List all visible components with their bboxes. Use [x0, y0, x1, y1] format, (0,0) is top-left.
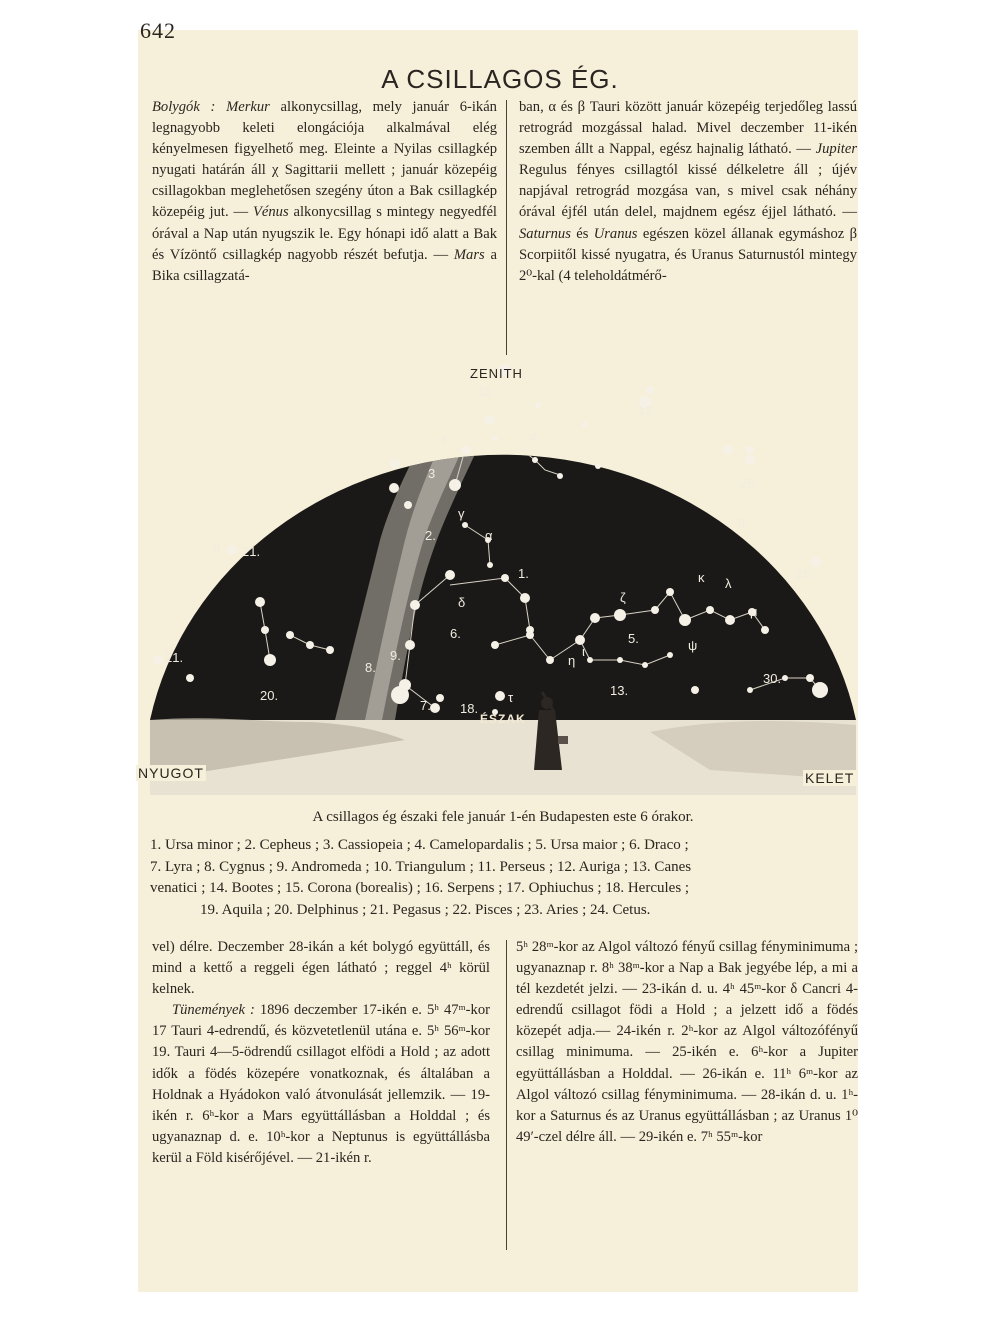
- venus-text: alkonycsillag s mintegy negyedfél órával a Nap után nyugszik le. Egy hónapi idő alatt a Bak és Vízöntő csillagkép nagyobb részét befutja. —: [152, 204, 497, 263]
- star-label: 13.: [610, 683, 629, 698]
- conjunction-text: vel) délre. Deczember 28-ikán a két bolygó együttáll, és mind a kettő a reggeli égen látható ; reggel 4ʰ körül kelnek.: [152, 939, 490, 998]
- jupiter-name: Jupiter: [815, 141, 857, 158]
- top-right-column: [519, 97, 857, 287]
- page-number: 642: [140, 18, 176, 43]
- star-label: 2.: [425, 528, 436, 543]
- zenith-label: ZENITH: [470, 366, 523, 381]
- top-left-column: [152, 97, 497, 287]
- jupiter-text: Regulus fényes csillagtól kissé délkeletre áll ; újév napjával retrográd mozgása van, s mivel csak néhány órával éjfél után delel, majdnem egész éjjel látható. —: [519, 162, 857, 221]
- phenomena-heading: Tünemények :: [172, 1002, 255, 1019]
- star-label: τ: [508, 690, 514, 705]
- star-label: 30.: [763, 671, 782, 686]
- legend-line: venatici ; 14. Bootes ; 15. Corona (borealis) ; 16. Serpens ; 17. Ophiuchus ; 18. Hercules ;: [150, 880, 690, 896]
- star-label: 8.: [365, 660, 376, 675]
- star-label: 5.: [628, 631, 639, 646]
- star-label: θ: [738, 516, 746, 531]
- legend-line: 1. Ursa minor ; 2. Cepheus ; 3. Cassiopeia ; 4. Camelopardalis ; 5. Ursa maior ; 6. Draco ;: [150, 837, 689, 853]
- constellation-legend: [150, 835, 858, 921]
- star-label: α: [485, 528, 493, 543]
- star-label: β: [213, 540, 221, 555]
- star-label: 9.: [390, 648, 401, 663]
- figure-caption: A csillagos ég északi fele január 1-én Budapesten este 6 órakor.: [312, 809, 694, 825]
- east-label: KELET: [805, 770, 855, 786]
- star-label: 11.: [478, 384, 496, 399]
- uranus-text: egészen közel állanak egymáshoz β Scorpiitől kissé nyugatra, és Uranus Saturnustól mintegy 2⁰-kal (4 teleholdátmérő-: [519, 225, 858, 284]
- star-label: 4.: [530, 430, 541, 445]
- phenomena-text: 1896 deczember 17-ikén e. 5ʰ 47ᵐ-kor 17 Tauri 4-edrendű, és közvetetlenül utána e. 5ʰ 56ᵐ-kor 19. Tauri 4—5-ödrendű csillagot elfödi a Hold ; az adott idők a födés közepére vonatkoznak, és általában a Holdnak a Hyádokon való átvonulását jellemzik. — 19-ikén r. 6ʰ-kor a Mars együttállásban a Holddal ; és ugyanaznap d. e. 10ʰ-kor a Neptunus is együttállásba kerül a Föld kisérőjével. — 21-ikén r.: [152, 1002, 490, 1166]
- star-label: γ: [458, 506, 465, 521]
- column-divider-top: [506, 100, 507, 355]
- star-label: η: [568, 653, 576, 668]
- star-label: 3: [428, 466, 436, 481]
- star-label: 6.: [450, 626, 461, 641]
- mars-name: Mars: [453, 246, 485, 263]
- and-text: és: [576, 225, 589, 242]
- venus-name: Vénus: [252, 204, 289, 221]
- mars-text: a Bika csillagzatá-: [152, 246, 497, 284]
- star-label: ψ: [688, 638, 698, 653]
- bottom-left-column: [152, 937, 490, 1169]
- star-chart-figure: [150, 360, 856, 795]
- legend-line: 7. Lyra ; 8. Cygnus ; 9. Andromeda ; 10. Triangulum ; 11. Perseus ; 12. Auriga ; 13. Canes: [150, 858, 692, 875]
- column-divider-bottom: [506, 940, 507, 1250]
- star-label: 1.: [518, 566, 529, 581]
- star-label: 18.: [460, 701, 479, 716]
- star-label: λ: [725, 576, 732, 591]
- star-label: 21.: [165, 650, 184, 665]
- west-label: NYUGOT: [138, 765, 204, 781]
- mars-continued-text: ban, α és β Tauri között január közepéig terjedőleg lassú retrográd mozgással halad. Mivel deczember 11-ikén szemben állt a Nappal, egész hajnalig látható. —: [519, 99, 857, 158]
- merkur-text: alkonycsillag, mely január 6-ikán legnagyobb keleti elongációja alkalmával elég kényelmesen figyelhető meg. Eleinte a Nyilas csillagkép nyugati határán áll χ Sagittarii mellett ; január közepéig csillagokban meglehetősen szegény úton a Bak csillagkép közepéig jut. —: [152, 99, 497, 221]
- star-label: κ: [698, 570, 705, 585]
- star-label: 20.: [260, 688, 279, 703]
- page-title: A CSILLAGOS ÉG.: [381, 64, 619, 94]
- star-label: ζ: [620, 590, 626, 605]
- bottom-right-column: [516, 937, 858, 1148]
- star-label: 21.: [242, 544, 261, 559]
- star-chart-svg: [150, 360, 856, 795]
- star-label: 7.: [420, 698, 431, 713]
- uranus-name: Uranus: [593, 225, 638, 242]
- star-label: ε: [442, 431, 448, 446]
- north-label: ÉSZAK: [480, 712, 526, 726]
- legend-line: 19. Aquila ; 20. Delphinus ; 21. Pegasus ; 22. Pisces ; 23. Aries ; 24. Cetus.: [200, 901, 651, 918]
- star-label: ι: [582, 644, 585, 659]
- night-sky-dome: [150, 455, 856, 720]
- planets-heading: Bolygók :: [152, 99, 216, 115]
- star-label: 28.: [796, 566, 815, 581]
- star-label: 12.: [638, 403, 657, 418]
- merkur-name: Merkur: [226, 99, 270, 115]
- saturnus-name: Saturnus: [519, 225, 571, 242]
- star-label: 26.: [740, 476, 759, 491]
- star-label: δ: [458, 595, 466, 610]
- phenomena-continued-text: 5ʰ 28ᵐ-kor az Algol változó fényű csillag fényminimuma ; ugyanaznap r. 8ʰ 38ᵐ-kor a Nap a Bak jegyébe lép, a mi a tél kezdetét jelzi. — 23-ikán d. u. 4ʰ 45ᵐ-kor δ Cancri 4-edrendű csillagot födi a Hold ; a jelzett idő a födés közepét adja.— 24-ikén r. 2ʰ-kor az Algol változófényű csillag minimuma. — 25-ikén e. 6ʰ-kor a Jupiter együttállásban a Holddal. — 26-ikán e. 11ʰ 6ᵐ-kor az Algol változó csillag fényminimuma. — 28-ikán d. u. 1ʰ-kor a Saturnus és az Uranus együttállásban ; az Uranus 1⁰ 49′-czel délre áll. — 29-ikén e. 7ʰ 55ᵐ-kor: [516, 939, 858, 1145]
- star-label: μ: [750, 604, 758, 619]
